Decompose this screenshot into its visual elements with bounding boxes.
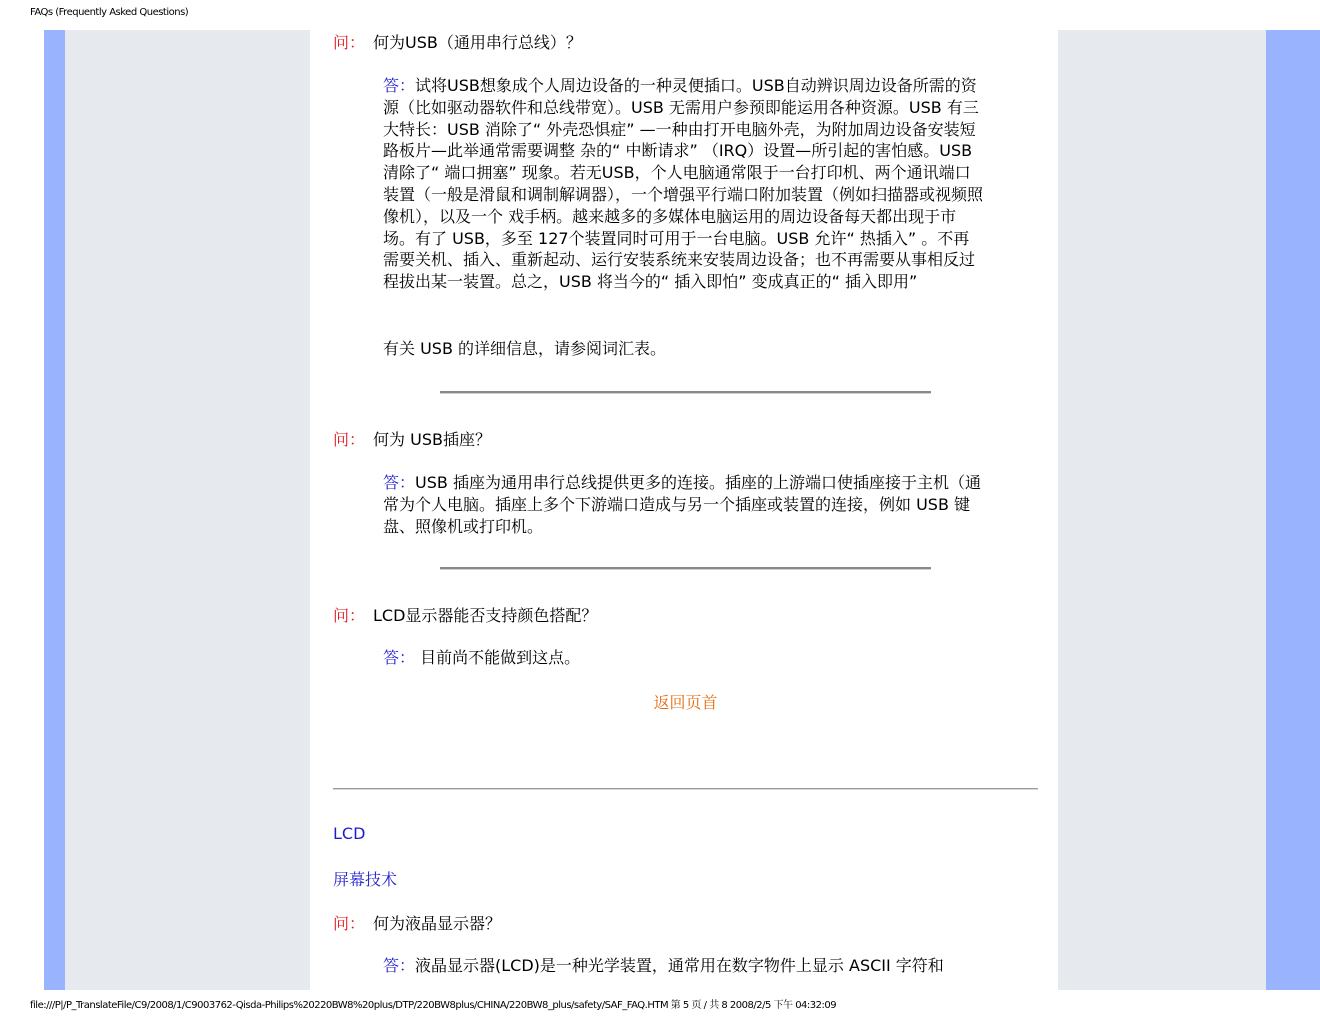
answer-label: 答： [383, 648, 416, 667]
question-usb-hub [333, 427, 491, 450]
answer-label: 答： [383, 76, 416, 95]
right-blue-band [1266, 30, 1320, 990]
left-blue-band [44, 30, 65, 990]
faq-content [333, 30, 1038, 990]
section-divider [333, 788, 1038, 790]
question-label: 问： [333, 606, 366, 625]
page-header-title: FAQs (Frequently Asked Questions) [30, 7, 189, 18]
answer-label: 答： [383, 473, 416, 492]
question-label: 问： [333, 33, 366, 52]
answer-label: 答： [383, 956, 416, 975]
answer-color-matching [383, 647, 985, 669]
answer-text: 目前尚不能做到这点。 [415, 648, 581, 667]
right-gray-band [1058, 30, 1266, 990]
answer-usb [383, 75, 985, 293]
question-text: LCD显示器能否支持颜色搭配？ [373, 606, 598, 625]
section-link-lcd[interactable]: LCD [333, 824, 366, 843]
answer-text: USB 插座为通用串行总线提供更多的连接。插座的上游端口使插座接于主机（通常为个人电脑。插座上多个下游端口造成与另一个插座或装置的连接，例如 USB 键盘、照像机或打印机。 [383, 473, 981, 536]
divider [440, 567, 931, 570]
left-gray-band [65, 30, 310, 990]
page-footer-path: file:///P|/P_TranslateFile/C9/2008/1/C9003762-Qisda-Philips%20220BW8%20plus/DTP/220BW8plus/CHINA/220BW8_plus/safety/SAF_FAQ.HTM 第 5 页 / 共 8 2008/2/5 下午 04:32:09 [30, 1000, 837, 1011]
question-label: 问： [333, 914, 366, 933]
question-usb [333, 30, 582, 53]
divider [440, 391, 931, 394]
question-text: 何为 USB插座？ [373, 430, 491, 449]
question-text: 何为USB（通用串行总线）？ [373, 33, 582, 52]
question-text: 何为液晶显示器？ [373, 914, 502, 933]
answer-text: 试将USB想象成个人周边设备的一种灵便插口。USB自动辨识周边设备所需的资源（比如驱动器软件和总线带宽）。USB 无需用户参预即能运用各种资源。USB 有三大特长：USB 消除了“ 外壳恐惧症” —一种由打开电脑外壳，为附加周边设备安装短路板片—此举通常需要调整 杂的“ 中断请求” （IRQ）设置—所引起的害怕感。USB 清除了“ 端口拥塞” 现象。若无USB，个人电脑通常限于一台打印机、两个通讯端口装置（一般是滑鼠和调制解调器），一个增强平行端口附加装置（例如扫描器或视频照像机），以及一个 戏手柄。越来越多的多媒体电脑运用的周边设备每天都出现于市场。有了 USB，多至 127个装置同时可用于一台电脑。USB 允许“ 热插入” 。不再需要关机、插入、重新起动、运行安装系统来安装周边设备；也不再需要从事相反过程拔出某一装置。总之，USB 将当今的“ 插入即怕” 变成真正的“ 插入即用” [383, 76, 984, 292]
question-label: 问： [333, 430, 366, 449]
question-color-matching [333, 603, 597, 626]
question-what-is-lcd [333, 911, 501, 934]
answer-usb-more-info: 有关 USB 的详细信息，请参阅词汇表。 [383, 339, 667, 358]
answer-what-is-lcd [383, 955, 985, 977]
subsection-link-screen-technology[interactable]: 屏幕技术 [333, 870, 398, 889]
back-to-top-link[interactable]: 返回页首 [653, 693, 718, 712]
answer-text: 液晶显示器(LCD)是一种光学装置，通常用在数字物件上显示 ASCII 字符和 [415, 956, 944, 975]
answer-usb-hub [383, 472, 985, 537]
